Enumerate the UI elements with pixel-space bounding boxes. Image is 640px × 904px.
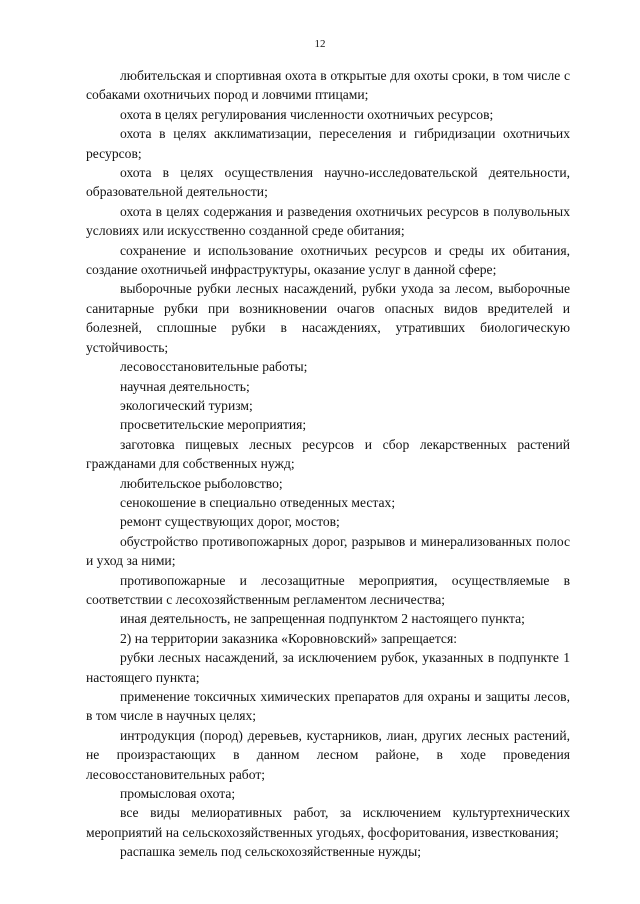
list-item: противопожарные и лесозащитные мероприятия, осуществляемые в соответствии с лесохозяйственным регламентом лесничества;: [86, 572, 570, 607]
list-item: охота в целях регулирования численности охотничьих ресурсов;: [120, 106, 494, 122]
list-item: охота в целях содержания и разведения охотничьих ресурсов в полувольных условиях или искусственно созданной среде обитания;: [86, 203, 570, 239]
list-item: ремонт существующих дорог, мостов;: [120, 514, 340, 530]
list-item: охота в целях акклиматизации, переселения и гибридизации охотничьих ресурсов;: [86, 126, 570, 161]
list-item: заготовка пищевых лесных ресурсов и сбор лекарственных растений гражданами для собственных нужд;: [86, 436, 570, 472]
list-item: все виды мелиоративных работ, за исключением культуртехнических мероприятий на сельскохозяйственных угодьях, фосфоритования, известкования;: [86, 805, 570, 840]
list-item: интродукция (пород) деревьев, кустарников, лиан, других лесных растений, не произрастающих в данном лесном районе, в ходе проведения лесовосстановительных работ;: [86, 727, 570, 782]
list-item: выборочные рубки лесных насаждений, рубки ухода за лесом, выборочные санитарные рубки при возникновении очагов опасных видов вредителей и болезней, сплошные рубки в насаждениях, утративших биологическую устойчивость;: [86, 281, 570, 355]
list-item: промысловая охота;: [120, 786, 236, 802]
list-item: сенокошение в специально отведенных местах;: [120, 494, 396, 510]
list-item: просветительские мероприятия;: [120, 417, 307, 433]
list-item: применение токсичных химических препаратов для охраны и защиты лесов, в том числе в научных целях;: [86, 689, 570, 724]
page-number: 12: [314, 38, 326, 50]
list-item: обустройство противопожарных дорог, разрывов и минерализованных полос и уход за ними;: [86, 533, 570, 569]
section-heading: 2) на территории заказника «Коровновский» запрещается:: [120, 630, 457, 646]
list-item: сохранение и использование охотничьих ресурсов и среды их обитания, создание охотничьей инфраструктуры, оказание услуг в данной сфере;: [86, 242, 570, 278]
list-item: лесовосстановительные работы;: [120, 359, 308, 375]
list-item: любительская и спортивная охота в открытые для охоты сроки, в том числе с собаками охотничьих пород и ловчими птицами;: [86, 68, 570, 103]
list-item: рубки лесных насаждений, за исключением рубок, указанных в подпункте 1 настоящего пункта;: [86, 650, 570, 685]
document-body: [86, 66, 570, 862]
list-item: охота в целях осуществления научно-исследовательской деятельности, образовательной деятельности;: [86, 165, 570, 200]
list-item: распашка земель под сельскохозяйственные нужды;: [120, 844, 422, 860]
list-item: научная деятельность;: [120, 378, 250, 394]
list-item: экологический туризм;: [120, 397, 253, 413]
list-item: любительское рыболовство;: [120, 475, 283, 491]
list-item: иная деятельность, не запрещенная подпунктом 2 настоящего пункта;: [120, 611, 525, 627]
